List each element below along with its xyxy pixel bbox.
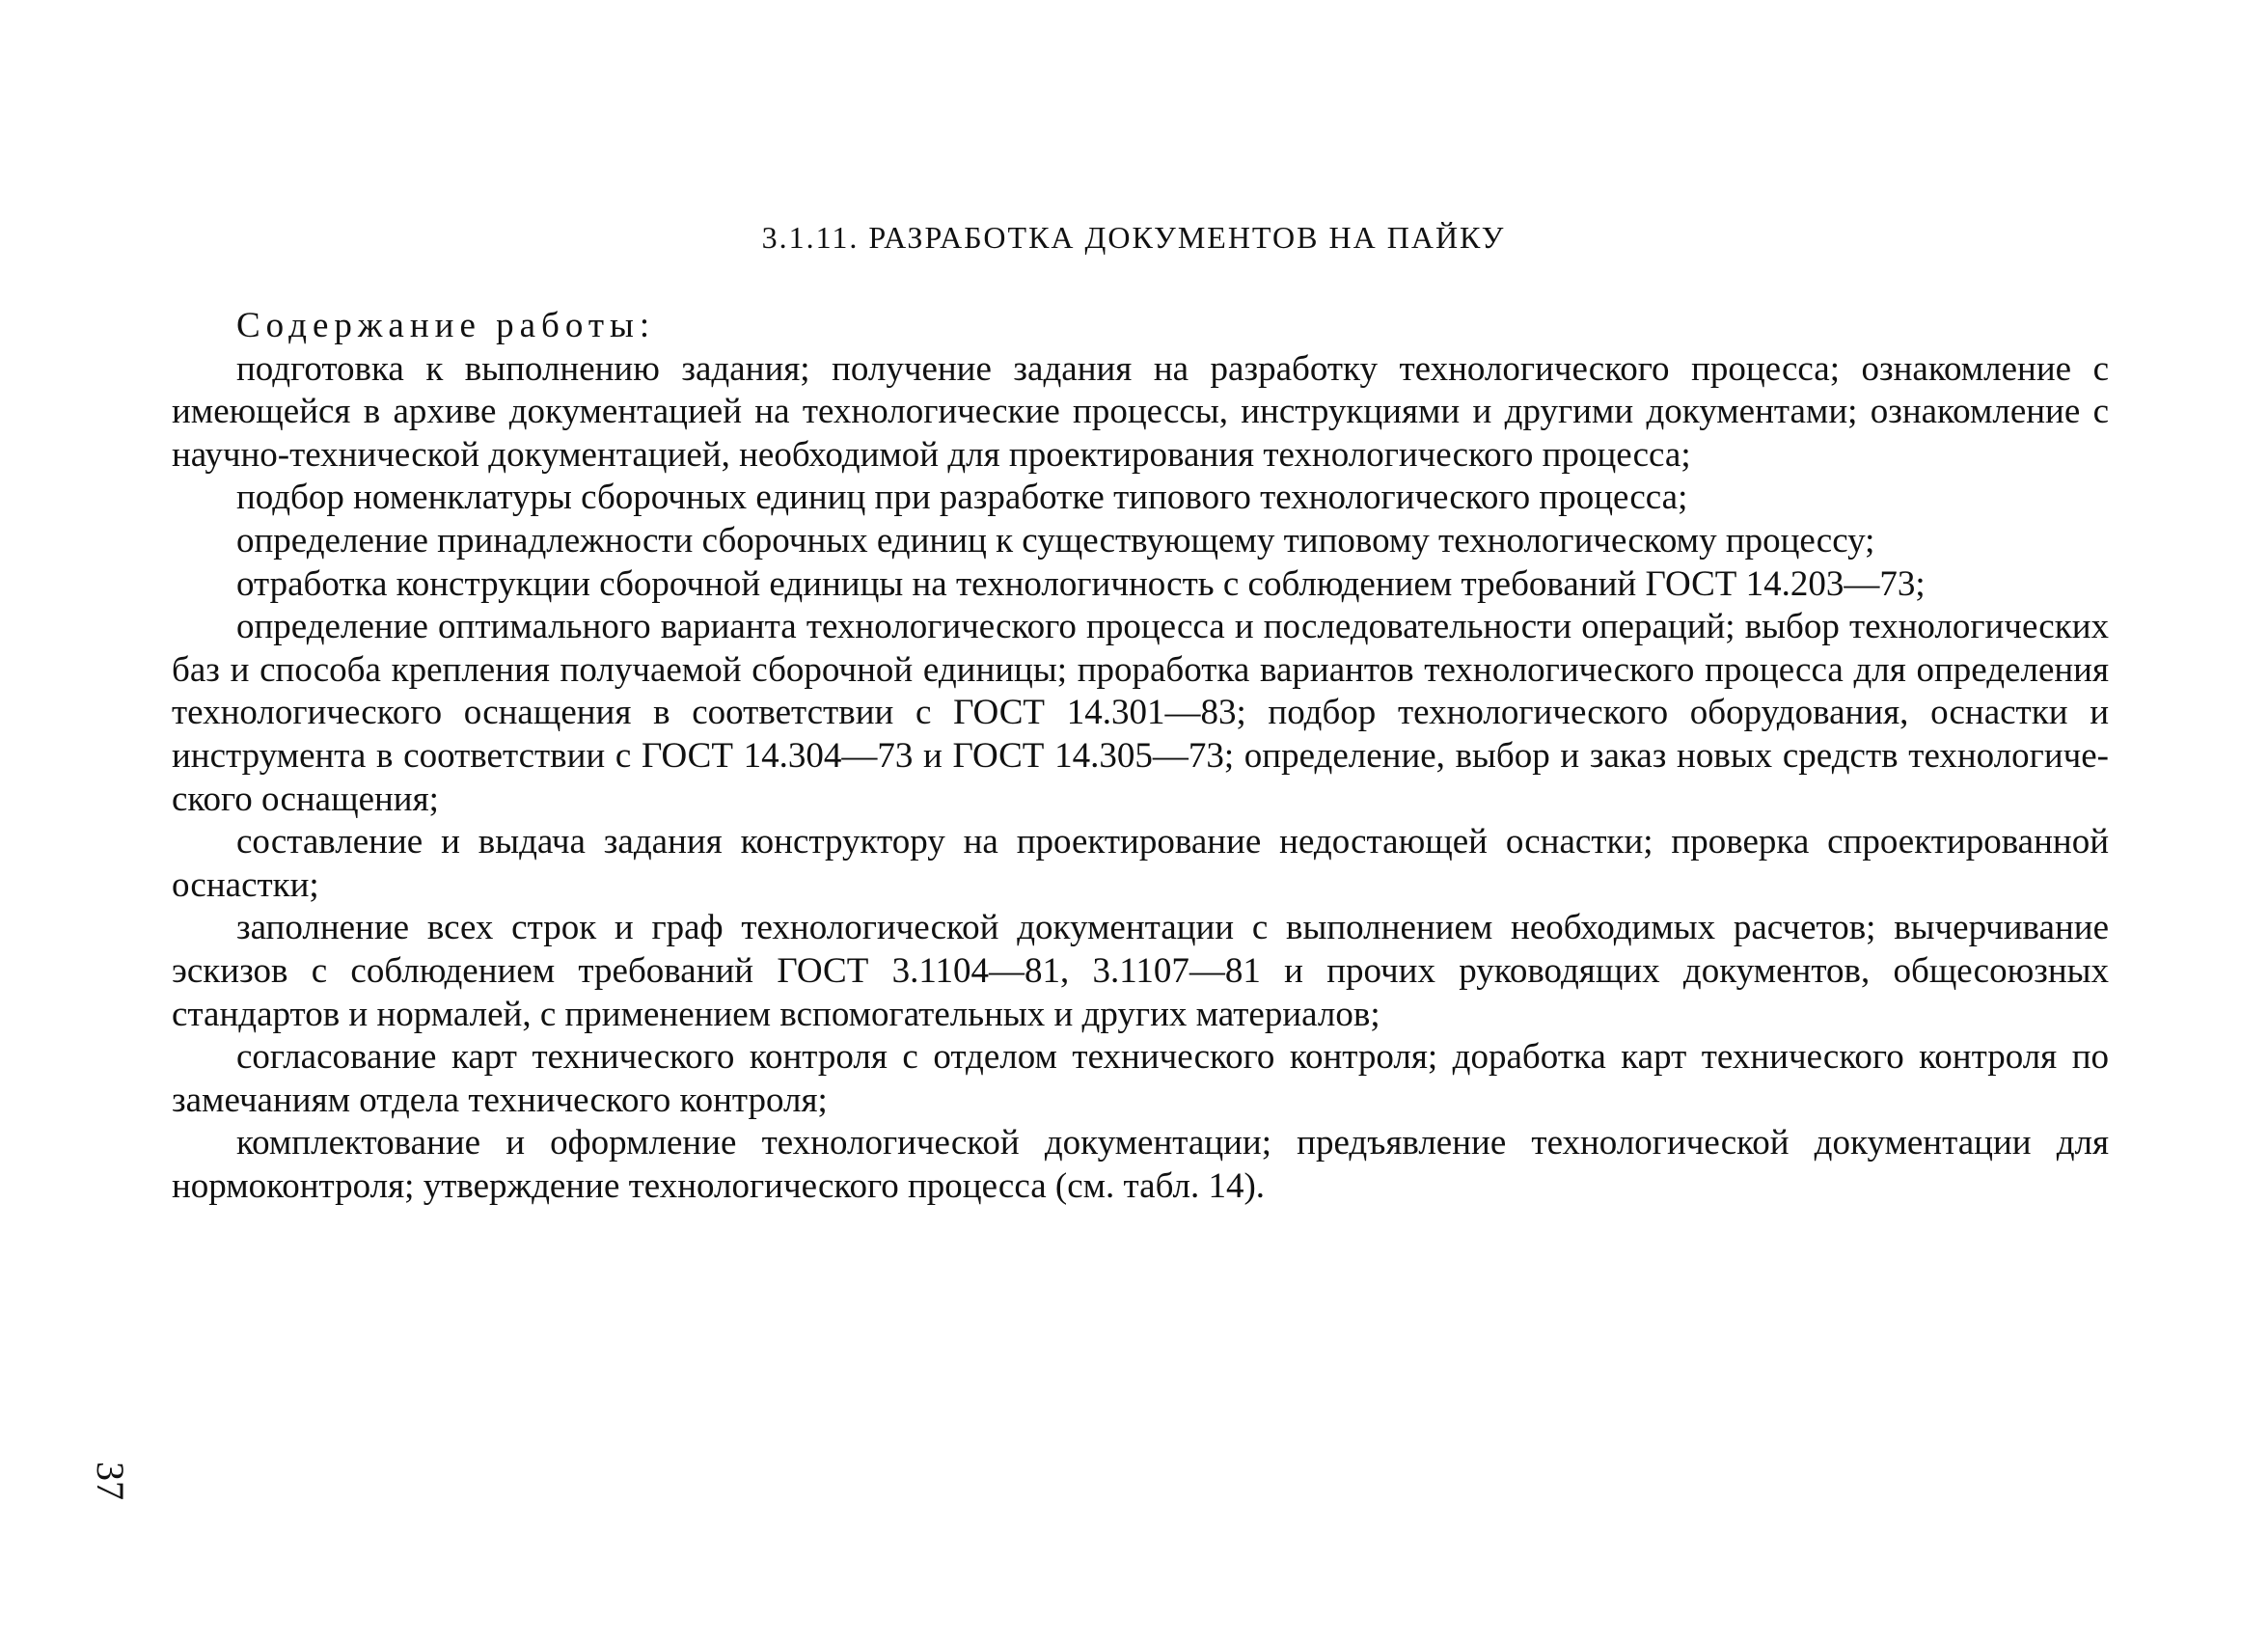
paragraph-optimal-variant: определение оптимального варианта технологического процесса и последовательности операций; выбор технологических баз и способа крепления получаемой сборочной единицы; проработка вариантов технологического процесса для определения технологического оснащения в соответствии с ГОСТ 14.301—83; подбор технологического оборудования, оснастки и инструмента в соответствии с ГОСТ 14.304—73 и ГОСТ 14.305—73; определение, выбор и заказ новых средств технологического оснащения; [172,607,2109,819]
work-content-heading: Содержание работы: [236,306,656,345]
section-title: 3.1.11. РАЗРАБОТКА ДОКУМЕНТОВ НА ПАЙКУ [761,220,1506,255]
paragraph-approval: комплектование и оформление технологической документации; предъявление технологической документации для нормоконтроля; утверждение технологического процесса (см. табл. 14). [172,1123,2109,1206]
paragraph-nomenclature: подбор номенклатуры сборочных единиц при разработке типового технологического процесса; [236,478,1688,518]
paragraph-documentation-filling: заполнение всех строк и граф технологической документации с выполнением необходимых расчетов; вычерчивание эскизов с соблюдением требований ГОСТ 3.1104—81, 3.1107—81 и прочих руководящих документов, общесоюзных стандартов и нормалей, с применением вспомогательных и других материалов; [172,908,2109,1034]
page-number: 37 [89,1462,132,1500]
paragraph-design-adaptability: отработка конструкции сборочной единицы на технологичность с соблюдением требований ГОСТ 14.203—73; [236,563,1926,604]
paragraph-preparation: подготовка к выполнению задания; получение задания на разработку технологического процесса; ознакомление с имеющейся в архиве документацией на технологические процессы, инструкциями и другими документами; ознакомление с научно-технической документацией, необходимой для проектирования технологического процесса; [172,348,2109,475]
paragraph-tooling-task: составление и выдача задания конструктору на проектирование недостающей оснастки; проверка спроектированной оснастки; [172,822,2109,905]
paragraph-control-cards: согласование карт технического контроля с отделом технического контроля; доработка карт технического контроля по замечаниям отдела технического контроля; [172,1037,2109,1120]
work-content-text [172,305,2109,1208]
paragraph-typical-process: определение принадлежности сборочных единиц к существующему типовому технологическому процессу; [236,520,1875,561]
